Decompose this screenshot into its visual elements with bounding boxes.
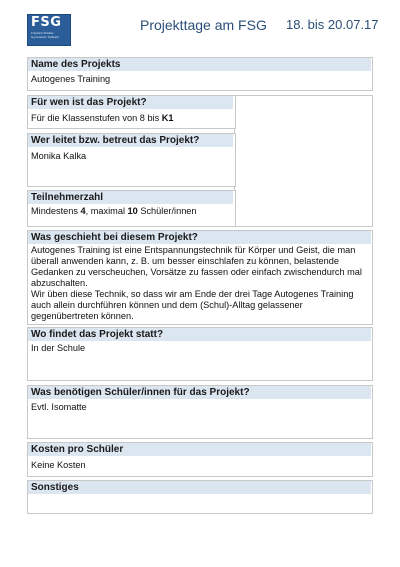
materials-value: Evtl. Isomatte (31, 402, 87, 412)
location-value: In der Schule (31, 343, 86, 353)
audience-value (28, 113, 233, 124)
audience-value-grade: K1 (161, 113, 174, 123)
costs-heading: Kosten pro Schüler (28, 443, 371, 456)
leader-heading: Wer leitet bzw. betreut das Projekt? (28, 134, 233, 147)
participants-prefix: Mindestens (31, 206, 81, 216)
project-name-value: Autogenes Training (31, 74, 111, 84)
materials-heading: Was benötigen Schüler/innen für das Projekt? (28, 386, 371, 399)
participants-middle: , maximal (85, 206, 128, 216)
description-heading: Was geschieht bei diesem Projekt? (28, 231, 371, 244)
description-value (28, 245, 371, 322)
participants-suffix: Schüler/innen (137, 206, 197, 216)
logo-text: FSG (31, 15, 62, 30)
audience-value-prefix: Für die Klassenstufen von 8 bis (31, 113, 162, 123)
project-dates: 18. bis 20.07.17 (286, 17, 379, 32)
audience-heading: Für wen ist das Projekt? (28, 96, 233, 109)
participants-value (28, 206, 233, 217)
page-title: Projekttage am FSG (140, 17, 267, 33)
description-paragraph-1: Autogenes Training ist eine Entspannungstechnik für Körper und Geist, die man überall anwenden kann, z. B. um besser einschlafen zu können, belastende Gedanken zu verscheuchen, Vorsätze zu fassen oder einfach zwischendurch mal abzuschalten. (31, 245, 362, 288)
participants-max: 10 (127, 206, 138, 216)
project-name-heading: Name des Projekts (28, 58, 371, 71)
costs-value: Keine Kosten (31, 460, 86, 470)
logo-subtext: Friedrich-Schiller-Gymnasium Fellbach (31, 31, 60, 39)
fsg-logo (27, 14, 71, 46)
description-paragraph-2: Wir üben diese Technik, so dass wir am Ende der drei Tage Autogenes Training auch allein durchführen können und dem (Schul)-Alltag gelassener gegenübertreten können. (31, 289, 354, 321)
participants-heading: Teilnehmerzahl (28, 191, 233, 204)
participants-min: 4 (80, 206, 86, 216)
location-heading: Wo findet das Projekt statt? (28, 328, 371, 341)
misc-heading: Sonstiges (28, 481, 371, 494)
project-image-box (234, 95, 373, 227)
leader-value: Monika Kalka (31, 151, 87, 161)
